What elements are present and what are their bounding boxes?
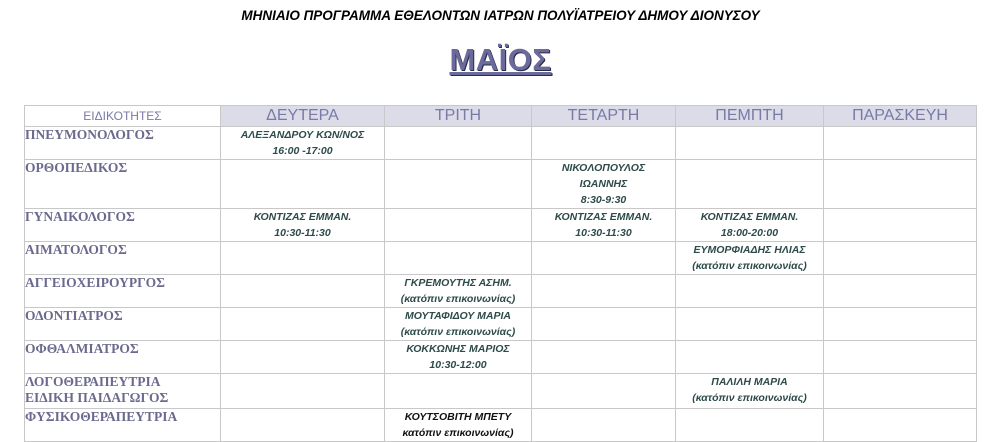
specialty-label: ΑΓΓΕΙΟΧΕΙΡΟΥΡΓΟΣ <box>25 275 166 290</box>
specialty-cell <box>25 308 221 341</box>
schedule-cell <box>385 242 532 275</box>
specialty-label: ΟΔΟΝΤΙΑΤΡΟΣ <box>25 308 123 323</box>
schedule-detail: 16:00 -17:00 <box>272 145 333 157</box>
schedule-cell <box>532 160 676 209</box>
schedule-cell <box>676 127 824 160</box>
schedule-detail: 8:30-9:30 <box>580 194 627 206</box>
doctor-name: ΚΟΚΚΩΝΗΣ ΜΑΡΙΟΣ <box>406 343 510 355</box>
doctor-name: ΑΛΕΞΑΝΔΡΟΥ ΚΩΝ/ΝΟΣ <box>240 129 365 141</box>
schedule-cell <box>221 209 385 242</box>
schedule-cell <box>221 127 385 160</box>
schedule-cell <box>532 308 676 341</box>
schedule-cell <box>221 160 385 209</box>
table-row <box>25 242 977 275</box>
schedule-cell <box>676 374 824 409</box>
schedule-cell <box>221 374 385 409</box>
schedule-cell <box>676 209 824 242</box>
schedule-cell <box>676 409 824 442</box>
day-header-monday: ΔΕΥΤΕΡΑ <box>221 106 385 127</box>
doctor-name: ΚΟΝΤΙΖΑΣ ΕΜΜΑΝ. <box>700 211 799 223</box>
schedule-detail: (κατόπιν επικοινωνίας) <box>400 326 516 338</box>
specialty-label: ΕΙΔΙΚΗ ΠΑΙΔΑΓΩΓΟΣ <box>25 390 169 405</box>
day-header-thursday: ΠΕΜΠΤΗ <box>676 106 824 127</box>
doctor-name: ΚΟΝΤΙΖΑΣ ΕΜΜΑΝ. <box>554 211 653 223</box>
month-heading: ΜΑΪΟΣ <box>449 42 552 77</box>
schedule-cell <box>824 275 977 308</box>
doctor-name: ΚΟΝΤΙΖΑΣ ΕΜΜΑΝ. <box>253 211 352 223</box>
specialty-cell <box>25 242 221 275</box>
doctor-name: ΚΟΥΤΣΟΒΙΤΗ ΜΠΕΤΥ <box>404 411 512 423</box>
schedule-cell <box>221 341 385 374</box>
schedule-detail: ΙΩΑΝΝΗΣ <box>579 178 628 190</box>
schedule-cell <box>676 242 824 275</box>
schedule-cell <box>824 127 977 160</box>
schedule-cell <box>221 409 385 442</box>
day-header-tuesday: ΤΡΙΤΗ <box>385 106 532 127</box>
document-title: ΜΗΝΙΑΙΟ ΠΡΟΓΡΑΜΜΑ ΕΘΕΛΟΝΤΩΝ ΙΑΤΡΩΝ ΠΟΛΥΪΑΤΡΕΙΟΥ ΔΗΜΟΥ ΔΙΟΝΥΣΟΥ <box>241 8 760 23</box>
schedule-cell <box>385 127 532 160</box>
table-row <box>25 409 977 442</box>
schedule-detail: (κατόπιν επικοινωνίας) <box>400 293 516 305</box>
schedule-cell <box>385 209 532 242</box>
schedule-detail: (κατόπιν επικοινωνίας) <box>692 392 807 404</box>
schedule-detail: (κατόπιν επικοινωνίας) <box>692 260 807 272</box>
schedule-cell <box>532 341 676 374</box>
schedule-detail: κατόπιν επικοινωνίας) <box>402 427 514 439</box>
schedule-cell <box>676 160 824 209</box>
specialty-cell <box>25 160 221 209</box>
schedule-cell <box>676 341 824 374</box>
schedule-cell <box>824 242 977 275</box>
schedule-cell <box>824 409 977 442</box>
specialty-label: ΟΡΘΟΠΕΔΙΚΟΣ <box>25 160 128 175</box>
schedule-cell <box>676 275 824 308</box>
schedule-cell <box>824 341 977 374</box>
schedule-cell <box>385 308 532 341</box>
schedule-table <box>24 105 977 442</box>
specialty-cell <box>25 127 221 160</box>
schedule-cell <box>385 160 532 209</box>
schedule-cell <box>532 409 676 442</box>
table-row <box>25 275 977 308</box>
day-header-friday: ΠΑΡΑΣΚΕΥΗ <box>824 106 977 127</box>
table-row <box>25 160 977 209</box>
schedule-cell <box>385 374 532 409</box>
specialty-label: ΟΦΘΑΛΜΙΑΤΡΟΣ <box>25 341 139 356</box>
specialty-cell <box>25 209 221 242</box>
schedule-body <box>25 127 977 442</box>
specialty-cell <box>25 275 221 308</box>
schedule-cell <box>221 308 385 341</box>
doctor-name: ΠΑΛΙΛΗ ΜΑΡΙΑ <box>711 376 788 388</box>
schedule-cell <box>824 160 977 209</box>
table-row <box>25 374 977 409</box>
table-row <box>25 209 977 242</box>
schedule-cell <box>532 209 676 242</box>
schedule-detail: 18:00-20:00 <box>720 227 779 239</box>
schedule-cell <box>532 242 676 275</box>
specialty-cell <box>25 374 221 409</box>
header-row <box>25 106 977 127</box>
schedule-cell <box>532 374 676 409</box>
specialty-label: ΑΙΜΑΤΟΛΟΓΟΣ <box>25 242 127 257</box>
doctor-name: ΕΥΜΟΡΦΙΑΔΗΣ ΗΛΙΑΣ <box>693 244 806 256</box>
specialty-label: ΦΥΣΙΚΟΘΕΡΑΠΕΥΤΡΙΑ <box>25 409 178 424</box>
schedule-cell <box>532 127 676 160</box>
doctor-name: ΓΚΡΕΜΟΥΤΗΣ ΑΣΗΜ. <box>404 277 512 289</box>
table-row <box>25 341 977 374</box>
schedule-cell <box>676 308 824 341</box>
specialty-cell <box>25 341 221 374</box>
table-row <box>25 127 977 160</box>
schedule-cell <box>532 275 676 308</box>
schedule-cell <box>221 275 385 308</box>
schedule-cell <box>385 275 532 308</box>
schedule-cell <box>385 409 532 442</box>
doctor-name: ΝΙΚΟΛΟΠΟΥΛΟΣ <box>561 162 646 174</box>
doctor-name: ΜΟΥΤΑΦΙΔΟΥ ΜΑΡΙΑ <box>405 310 511 322</box>
specialty-cell <box>25 409 221 442</box>
specialties-header: ΕΙΔΙΚΟΤΗΤΕΣ <box>25 106 221 127</box>
schedule-cell <box>824 374 977 409</box>
specialty-label: ΓΥΝΑΙΚΟΛΟΓΟΣ <box>25 209 135 224</box>
schedule-cell <box>824 209 977 242</box>
schedule-cell <box>385 341 532 374</box>
specialty-label: ΛΟΓΟΘΕΡΑΠΕΥΤΡΙΑ <box>25 374 161 389</box>
day-header-wednesday: ΤΕΤΑΡΤΗ <box>532 106 676 127</box>
schedule-detail: 10:30-12:00 <box>429 359 487 371</box>
schedule-detail: 10:30-11:30 <box>575 227 632 239</box>
schedule-cell <box>221 242 385 275</box>
schedule-detail: 10:30-11:30 <box>274 227 331 239</box>
schedule-cell <box>824 308 977 341</box>
specialty-label: ΠΝΕΥΜΟΝΟΛΟΓΟΣ <box>25 127 154 142</box>
table-row <box>25 308 977 341</box>
